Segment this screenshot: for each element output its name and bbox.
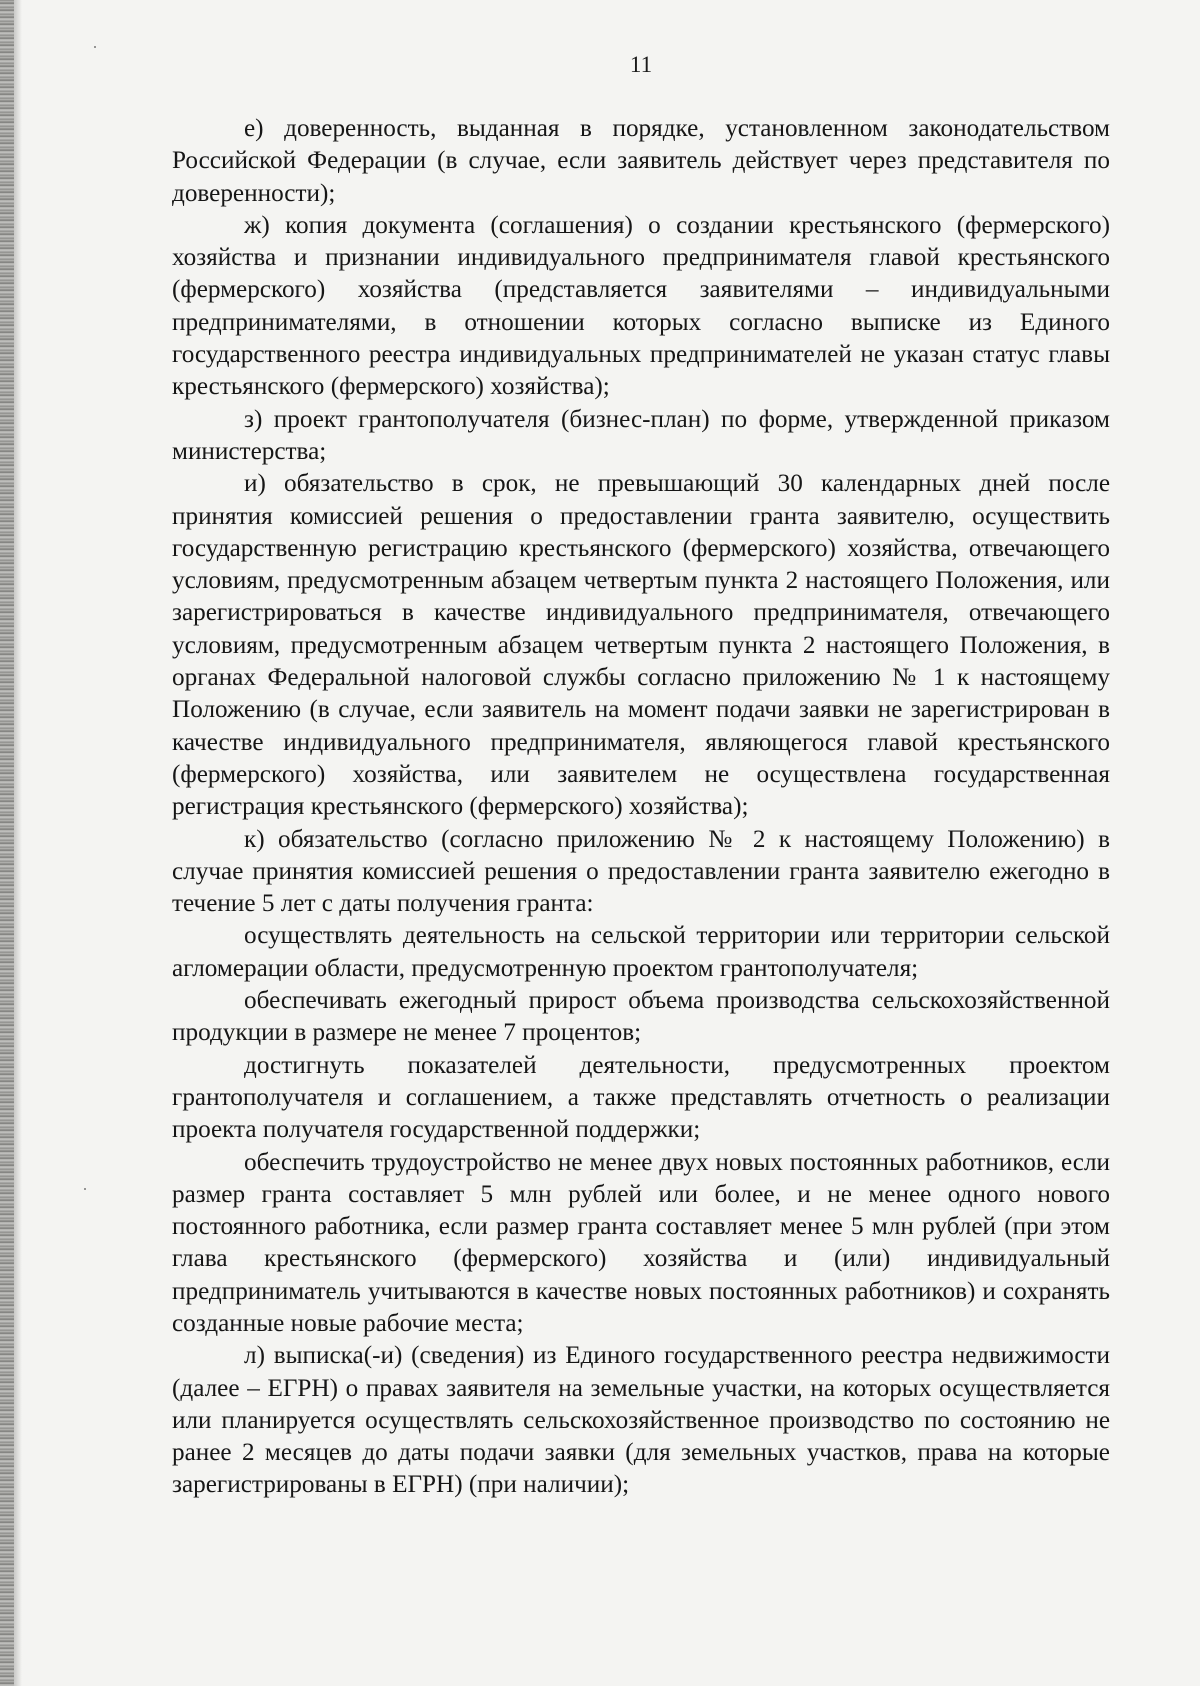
- scan-edge-shadow: [14, 0, 22, 1686]
- paragraph-k-annual-obligation: к) обязательство (согласно приложению № 2 к настоящему Положению) в случае принятия комиссией решения о предоставлении гранта заявителю ежегодно в течение 5 лет с даты получения гранта:: [172, 825, 1110, 918]
- scan-speck: [84, 1188, 86, 1190]
- paragraph-e-power-of-attorney: е) доверенность, выданная в порядке, установленном законодательством Российской Федерации (в случае, если заявитель действует через представителя по доверенности);: [172, 115, 1110, 207]
- document-body: [172, 113, 1110, 1502]
- paragraph-k-employment: обеспечить трудоустройство не менее двух новых постоянных работников, если размер гранта составляет 5 млн рублей или более, и не менее одного нового постоянного работника, если размер гранта составляет менее 5 млн рублей (при этом глава крестьянского (фермерского) хозяйства и (или) индивидуальный предприниматель учитываются в качестве новых постоянных работников) и сохранять созданные новые рабочие места;: [172, 1148, 1110, 1337]
- scan-edge: [0, 0, 14, 1686]
- scan-speck: [94, 46, 96, 48]
- paragraph-l-egrn-extract: л) выписка(-и) (сведения) из Единого государственного реестра недвижимости (далее – ЕГРН) о правах заявителя на земельные участки, на которых осуществляется или планируется осуществлять сельскохозяйственное производство по состоянию не ранее 2 месяцев до даты подачи заявки (для земельных участков, права на которые зарегистрированы в ЕГРН) (при наличии);: [172, 1342, 1110, 1499]
- paragraph-z-business-plan: з) проект грантополучателя (бизнес-план) по форме, утвержденной приказом министерства;: [172, 405, 1110, 465]
- paragraph-k-production-growth: обеспечивать ежегодный прирост объема производства сельскохозяйственной продукции в размере не менее 7 процентов;: [172, 987, 1110, 1047]
- paragraph-i-registration-obligation: и) обязательство в срок, не превышающий 30 календарных дней после принятия комиссией решения о предоставлении гранта заявителю, осуществить государственную регистрацию крестьянского (фермерского) хозяйства, отвечающего условиям, предусмотренным абзацем четвертым пункта 2 настоящего Положения, или зарегистрироваться в качестве индивидуального предпринимателя, отвечающего условиям, предусмотренным абзацем четвертым пункта 2 настоящего Положения, в органах Федеральной налоговой службы согласно приложению № 1 к настоящему Положению (в случае, если заявитель на момент подачи заявки не зарегистрирован в качестве индивидуального предпринимателя, являющегося главой крестьянского (фермерского) хозяйства, или заявителем не осуществлена государственная регистрация крестьянского (фермерского) хозяйства);: [172, 470, 1110, 821]
- paragraph-k-activity-territory: осуществлять деятельность на сельской территории или территории сельской агломерации области, предусмотренную проектом грантополучателя;: [172, 922, 1110, 982]
- paragraph-zh-farm-agreement-copy: ж) копия документа (соглашения) о создании крестьянского (фермерского) хозяйства и признании индивидуального предпринимателя главой крестьянского (фермерского) хозяйства (представляется заявителями – индивидуальными предпринимателями, в отношении которых согласно выписке из Единого государственного реестра индивидуальных предпринимателей не указан статус главы крестьянского (фермерского) хозяйства);: [172, 211, 1110, 401]
- page-number: 11: [629, 52, 653, 77]
- paragraph-k-performance-reporting: достигнуть показателей деятельности, предусмотренных проектом грантополучателя и соглашением, а также представлять отчетность о реализации проекта получателя государственной поддержки;: [172, 1051, 1110, 1144]
